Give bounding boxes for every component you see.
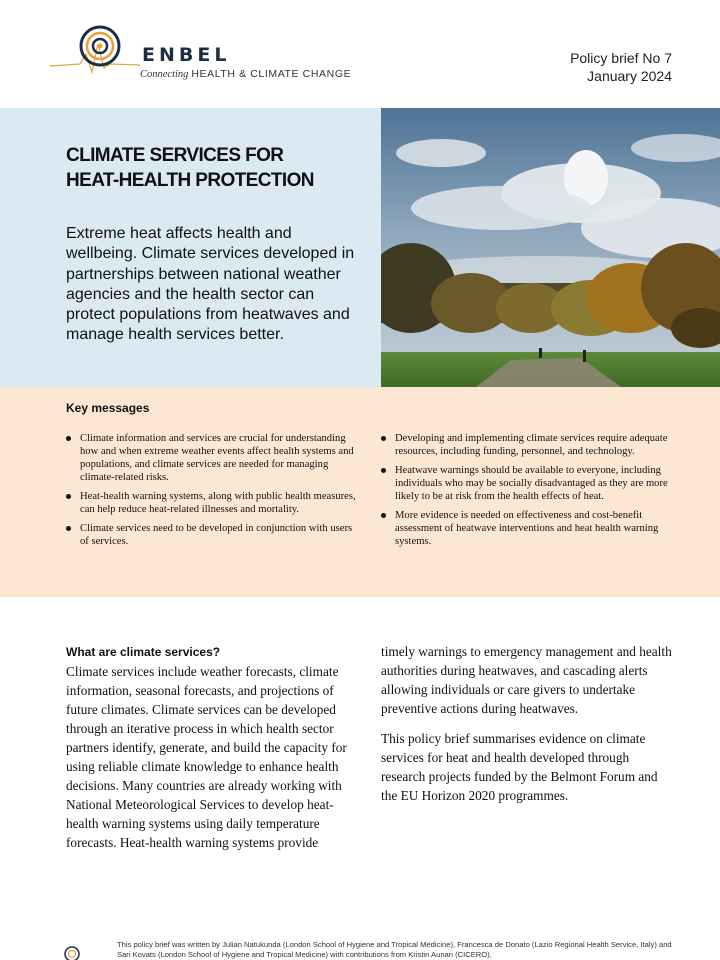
brief-date: January 2024 xyxy=(587,68,672,84)
title-line-1: CLIMATE SERVICES FOR xyxy=(66,145,284,166)
brief-number: Policy brief No 7 xyxy=(570,50,672,66)
logo-tagline xyxy=(140,68,351,80)
list-item: Climate services need to be developed in conjunction with users of services. xyxy=(66,522,356,548)
body-paragraph-left: Climate services include weather forecasts, climate information, seasonal forecasts, and projections of future climates. Climate services can be developed through an iterative process in which health sector partners identify, generate, and build the capacity for using reliable climate knowledge to enhance health decisions. Many countries are already working with National Meteorological Services to develop heat-health warning systems using daily temperature forecasts. Heat-health warning systems provide xyxy=(66,664,347,850)
footer-logo-icon xyxy=(62,944,82,960)
key-messages-left xyxy=(66,432,356,554)
park-landscape-photo xyxy=(381,108,720,387)
tagline-caps: HEALTH & CLIMATE CHANGE xyxy=(191,68,352,80)
list-item: Heatwave warnings should be available to everyone, including individuals who may be socially disadvantaged as they are more likely to be at risk from the health effects of heat. xyxy=(381,464,673,503)
title-line-2: HEAT-HEALTH PROTECTION xyxy=(66,170,314,191)
page-header xyxy=(0,0,720,108)
list-item: Heat-health warning systems, along with public health measures, can help reduce heat-related illnesses and mortality. xyxy=(66,490,356,516)
body-paragraph-right: timely warnings to emergency management and health authorities during heatwaves, and cascading alerts allowing individuals or care givers to undertake preventive actions during heatwaves. xyxy=(381,644,672,716)
enbel-logo-icon xyxy=(50,24,140,84)
logo-wordmark: ENBEL xyxy=(142,44,231,66)
lead-paragraph: Extreme heat affects health and wellbeing. Climate services developed in partnerships between national weather agencies and the health sector can protect populations from heatwaves and manage health services better. xyxy=(66,225,355,344)
tagline-italic: Connecting xyxy=(140,69,189,80)
list-item: Climate information and services are crucial for understanding how and when extreme weather events affect health systems and populations, and climate services are needed for managing climate-related risks. xyxy=(66,432,356,484)
key-messages-heading: Key messages xyxy=(66,401,150,415)
body-paragraph-summary: This policy brief summarises evidence on climate services for heat and health developed through research projects funded by the Belmont Forum and the EU Horizon 2020 programmes. xyxy=(381,731,658,803)
page-title xyxy=(66,143,366,193)
key-messages-right xyxy=(381,432,673,554)
list-item: Developing and implementing climate services require adequate resources, including funding, personnel, and technology. xyxy=(381,432,673,458)
hero-photo xyxy=(381,108,720,387)
footer-credits: This policy brief was written by Julian Natukunda (London School of Hygiene and Tropical Medicine), Francesca de Donato (Lazio Regional Health Service, Italy) and Sari Kovats (London School of Hygiene and Tropical Medicine) with contributions from Kristin Aunan (CICERO), xyxy=(117,940,672,959)
list-item: More evidence is needed on effectiveness and cost-benefit assessment of heatwave interventions and heat health warning systems. xyxy=(381,509,673,548)
enbel-logo xyxy=(50,24,370,84)
section-heading: What are climate services? xyxy=(66,645,221,659)
brief-info xyxy=(570,49,672,85)
